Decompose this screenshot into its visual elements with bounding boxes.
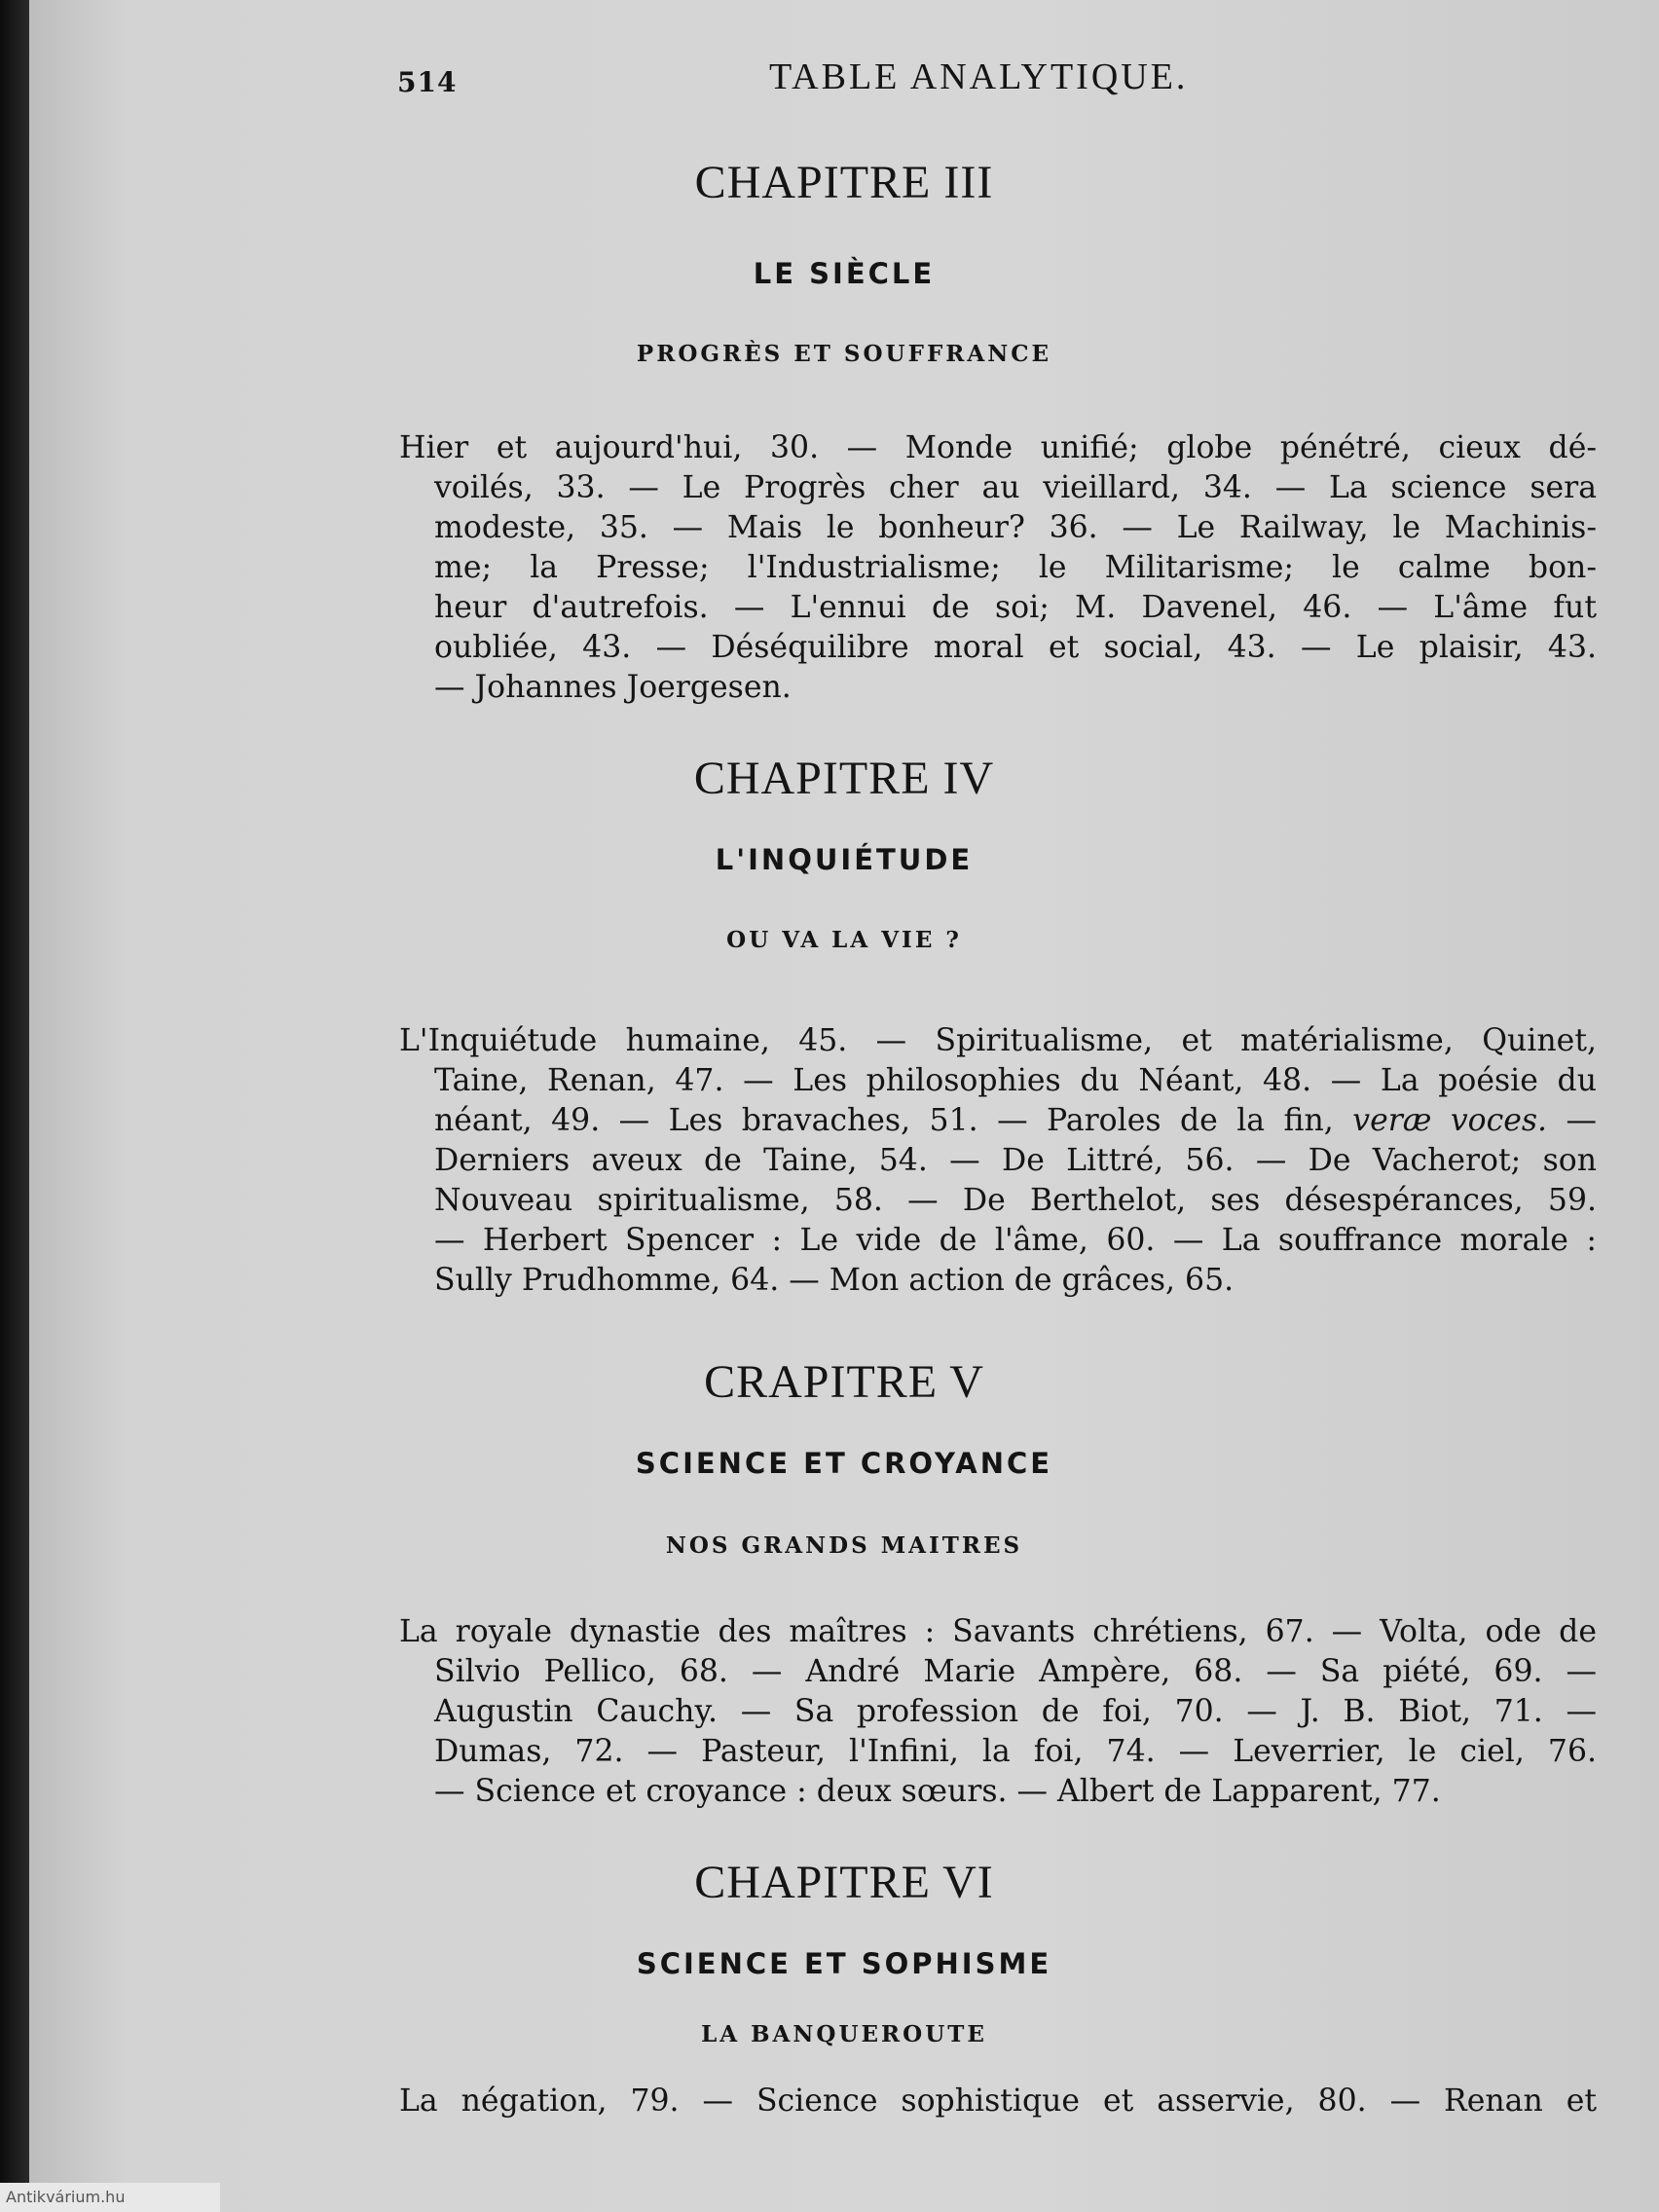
summary-line: La négation, 79. — Science sophistique et asservie, 80. — Renan et — [399, 2083, 1597, 2119]
summary-line: La royale dynastie des maîtres : Savants chrétiens, 67. — Volta, ode de — [399, 1614, 1597, 1649]
summary-line: — Science et croyance : deux sœurs. — Albert de Lapparent, 77. — [434, 1774, 1441, 1809]
running-head — [29, 51, 1659, 99]
summary-line: — Herbert Spencer : Le vide de l'âme, 60. — La souffrance morale : — [434, 1223, 1597, 1258]
summary-line: me; la Presse; l'Industrialisme; le Militarisme; le calme bon- — [434, 550, 1597, 585]
summary-line: L'Inquiétude humaine, 45. — Spiritualisme, et matérialisme, Quinet, — [399, 1023, 1597, 1058]
summary-dash: — — [1547, 1103, 1598, 1138]
chapter-subject: SCIENCE ET CROYANCE — [635, 1447, 1053, 1480]
chapter-subject: SCIENCE ET SOPHISME — [636, 1947, 1052, 1980]
summary-line: Derniers aveux de Taine, 54. — De Littré, 56. — De Vacherot; son — [434, 1143, 1597, 1178]
book-spine-shadow — [0, 0, 29, 2212]
chapter-subject: L'INQUIÉTUDE — [715, 843, 974, 876]
summary-line: Augustin Cauchy. — Sa profession de foi, 70. — J. B. Biot, 71. — — [434, 1694, 1597, 1729]
chapter-summary — [399, 1612, 1597, 1812]
summary-line: modeste, 35. — Mais le bonheur? 36. — Le Railway, le Machinis- — [434, 510, 1597, 545]
italic-phrase: veræ voces. — [1352, 1103, 1548, 1138]
summary-line: oubliée, 43. — Déséquilibre moral et social, 43. — Le plaisir, 43. — [434, 630, 1597, 665]
chapter-subtitle: NOS GRANDS MAITRES — [665, 1532, 1023, 1559]
chapter-title: CHAPITRE III — [694, 157, 994, 208]
chapter-subtitle: PROGRÈS ET SOUFFRANCE — [636, 341, 1052, 367]
chapter-summary — [399, 1021, 1597, 1301]
chapter-summary — [399, 2082, 1597, 2121]
chapter-subtitle: LA BANQUEROUTE — [701, 2021, 987, 2047]
summary-text: néant, 49. — Les bravaches, 51. — Paroles de la fin, — [434, 1103, 1334, 1138]
chapter-subtitle: OU VA LA VIE ? — [726, 927, 962, 953]
summary-line: voilés, 33. — Le Progrès cher au vieillard, 34. — La science sera — [434, 470, 1597, 505]
summary-line: Hier et aujourd'hui, 30. — Monde unifié; globe pénétré, cieux dé- — [399, 430, 1597, 465]
watermark: Antikvárium.hu — [0, 2183, 220, 2212]
chapter-title: CHAPITRE IV — [693, 753, 995, 804]
summary-line: Sully Prudhomme, 64. — Mon action de grâces, 65. — [434, 1263, 1235, 1298]
chapter-subject: LE SIÈCLE — [753, 257, 936, 290]
chapter-title: CHAPITRE VI — [694, 1857, 994, 1908]
summary-line: Taine, Renan, 47. — Les philosophies du Néant, 48. — La poésie du — [434, 1063, 1597, 1098]
page-number: 514 — [397, 66, 458, 98]
summary-line: Nouveau spiritualisme, 58. — De Berthelot, ses désespérances, 59. — [434, 1183, 1597, 1218]
chapter-title: CRAPITRE V — [704, 1356, 984, 1408]
book-page — [29, 0, 1659, 2212]
chapter-summary — [399, 428, 1597, 708]
summary-line: Silvio Pellico, 68. — André Marie Ampère, 68. — Sa piété, 69. — — [434, 1654, 1597, 1689]
summary-line — [399, 1101, 1597, 1141]
summary-line: — Johannes Joergesen. — [434, 670, 792, 705]
running-title: TABLE ANALYTIQUE. — [769, 56, 1189, 97]
summary-line: heur d'autrefois. — L'ennui de soi; M. Davenel, 46. — L'âme fut — [434, 590, 1597, 625]
summary-line: Dumas, 72. — Pasteur, l'Infini, la foi, 74. — Leverrier, le ciel, 76. — [434, 1734, 1597, 1769]
